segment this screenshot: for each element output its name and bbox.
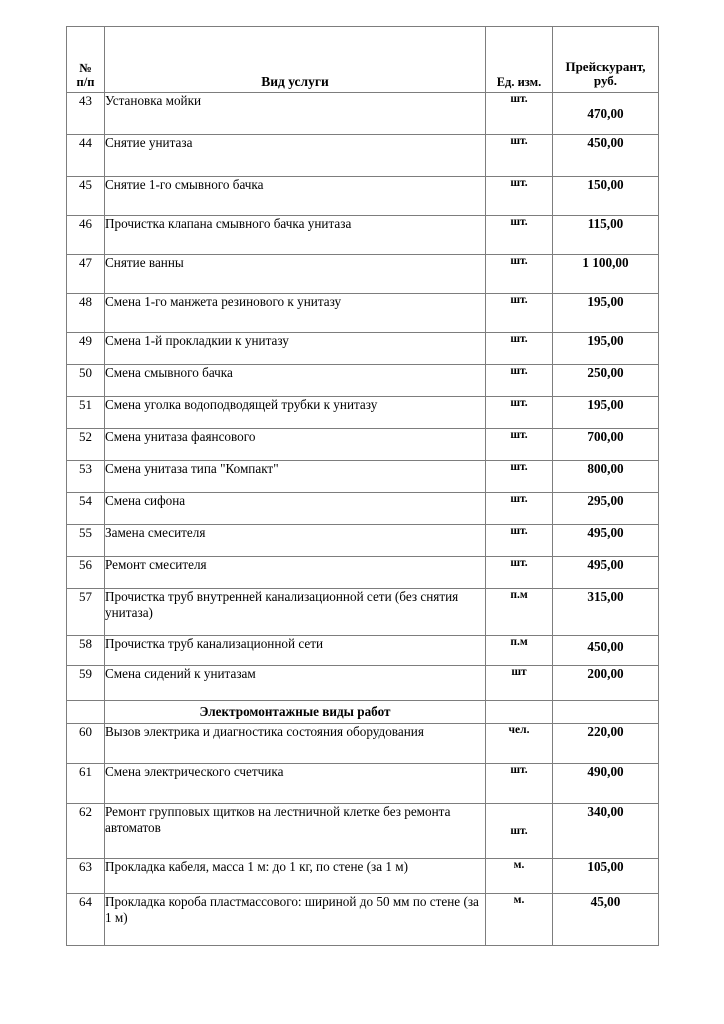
row-number-cell: 64 <box>67 894 105 946</box>
header-cell-unit: Ед. изм. <box>486 27 553 93</box>
table-row <box>67 397 659 429</box>
table-row <box>67 525 659 557</box>
table-row <box>67 666 659 701</box>
row-number-cell: 48 <box>67 294 105 333</box>
table-row <box>67 461 659 493</box>
header-cell-service: Вид услуги <box>105 27 486 93</box>
section-unit-cell <box>486 701 553 724</box>
section-price-cell <box>553 701 659 724</box>
row-service-cell: Смена уголка водоподводящей трубки к унитазу <box>105 397 486 429</box>
row-price-cell: 470,00 <box>553 93 659 135</box>
row-price-cell: 1 100,00 <box>553 255 659 294</box>
row-unit-cell: п.м <box>486 636 553 666</box>
row-number-cell: 43 <box>67 93 105 135</box>
header-number-line1: № <box>79 61 92 75</box>
row-unit-cell: чел. <box>486 724 553 764</box>
row-number-cell: 46 <box>67 216 105 255</box>
row-service-cell: Ремонт групповых щитков на лестничной клетке без ремонта автоматов <box>105 804 486 859</box>
table-row <box>67 764 659 804</box>
row-price-cell: 450,00 <box>553 636 659 666</box>
row-unit-cell: п.м <box>486 589 553 636</box>
row-unit-cell: м. <box>486 894 553 946</box>
row-price-cell: 115,00 <box>553 216 659 255</box>
row-price-cell: 195,00 <box>553 333 659 365</box>
row-unit-cell: шт. <box>486 461 553 493</box>
row-number-cell: 53 <box>67 461 105 493</box>
row-number-cell: 55 <box>67 525 105 557</box>
table-row <box>67 589 659 636</box>
header-cell-price <box>553 27 659 93</box>
row-unit-cell: шт. <box>486 177 553 216</box>
row-number-cell: 58 <box>67 636 105 666</box>
row-service-cell: Смена сидений к унитазам <box>105 666 486 701</box>
row-service-cell: Вызов электрика и диагностика состояния оборудования <box>105 724 486 764</box>
table-row <box>67 135 659 177</box>
table-row <box>67 859 659 894</box>
row-unit-cell: шт. <box>486 216 553 255</box>
row-number-cell: 44 <box>67 135 105 177</box>
row-unit-cell: шт. <box>486 764 553 804</box>
header-price-line1: Прейскурант, <box>565 58 646 74</box>
row-unit-cell: шт. <box>486 493 553 525</box>
row-price-cell: 295,00 <box>553 493 659 525</box>
row-price-cell: 105,00 <box>553 859 659 894</box>
row-number-cell: 45 <box>67 177 105 216</box>
row-price-cell: 250,00 <box>553 365 659 397</box>
row-service-cell: Прочистка труб канализационной сети <box>105 636 486 666</box>
row-service-cell: Смена сифона <box>105 493 486 525</box>
table-body <box>67 27 659 946</box>
row-price-cell: 495,00 <box>553 525 659 557</box>
row-unit-cell: м. <box>486 859 553 894</box>
row-price-cell: 490,00 <box>553 764 659 804</box>
row-price-cell: 800,00 <box>553 461 659 493</box>
table-row <box>67 333 659 365</box>
row-service-cell: Смена 1-го манжета резинового к унитазу <box>105 294 486 333</box>
row-service-cell: Смена унитаза типа "Компакт" <box>105 461 486 493</box>
row-price-cell: 195,00 <box>553 397 659 429</box>
row-unit-cell: шт. <box>486 429 553 461</box>
row-number-cell: 54 <box>67 493 105 525</box>
table-row <box>67 216 659 255</box>
row-service-cell: Снятие унитаза <box>105 135 486 177</box>
row-number-cell: 49 <box>67 333 105 365</box>
row-unit-cell: шт. <box>486 557 553 589</box>
table-row <box>67 93 659 135</box>
row-number-cell: 56 <box>67 557 105 589</box>
row-service-cell: Снятие 1-го смывного бачка <box>105 177 486 216</box>
row-price-cell: 200,00 <box>553 666 659 701</box>
row-number-cell: 63 <box>67 859 105 894</box>
table-row <box>67 724 659 764</box>
row-number-cell: 57 <box>67 589 105 636</box>
row-service-cell: Прокладка короба пластмассового: шириной до 50 мм по стене (за 1 м) <box>105 894 486 946</box>
row-service-cell: Смена унитаза фаянсового <box>105 429 486 461</box>
row-unit-cell: шт. <box>486 804 553 859</box>
header-number-line2: п/п <box>76 75 95 89</box>
row-unit-cell: шт. <box>486 255 553 294</box>
table-row <box>67 493 659 525</box>
row-unit-cell: шт. <box>486 135 553 177</box>
row-number-cell: 59 <box>67 666 105 701</box>
row-number-cell: 62 <box>67 804 105 859</box>
row-unit-cell: шт <box>486 666 553 701</box>
table-row <box>67 365 659 397</box>
row-unit-cell: шт. <box>486 397 553 429</box>
table-header-row <box>67 27 659 93</box>
table-row <box>67 429 659 461</box>
row-service-cell: Смена электрического счетчика <box>105 764 486 804</box>
row-service-cell: Смена 1-й прокладкии к унитазу <box>105 333 486 365</box>
table-row <box>67 255 659 294</box>
row-service-cell: Замена смесителя <box>105 525 486 557</box>
row-price-cell: 45,00 <box>553 894 659 946</box>
table-row <box>67 636 659 666</box>
header-price-line2: руб. <box>593 73 618 89</box>
table-row <box>67 177 659 216</box>
header-cell-number <box>67 27 105 93</box>
row-number-cell: 52 <box>67 429 105 461</box>
table-section-header-row <box>67 701 659 724</box>
row-service-cell: Смена смывного бачка <box>105 365 486 397</box>
row-price-cell: 495,00 <box>553 557 659 589</box>
table-row <box>67 557 659 589</box>
row-service-cell: Ремонт смесителя <box>105 557 486 589</box>
row-unit-cell: шт. <box>486 93 553 135</box>
row-number-cell: 61 <box>67 764 105 804</box>
row-service-cell: Прокладка кабеля, масса 1 м: до 1 кг, по стене (за 1 м) <box>105 859 486 894</box>
row-number-cell: 47 <box>67 255 105 294</box>
section-title: Электромонтажные виды работ <box>105 701 486 724</box>
row-unit-cell: шт. <box>486 525 553 557</box>
row-price-cell: 315,00 <box>553 589 659 636</box>
row-service-cell: Установка мойки <box>105 93 486 135</box>
section-number-cell <box>67 701 105 724</box>
row-unit-cell: шт. <box>486 294 553 333</box>
price-list-table <box>66 26 659 946</box>
row-price-cell: 195,00 <box>553 294 659 333</box>
table-row <box>67 804 659 859</box>
row-service-cell: Прочистка клапана смывного бачка унитаза <box>105 216 486 255</box>
row-number-cell: 51 <box>67 397 105 429</box>
table-row <box>67 894 659 946</box>
table-row <box>67 294 659 333</box>
row-price-cell: 450,00 <box>553 135 659 177</box>
row-service-cell: Прочистка труб внутренней канализационной сети (без снятия унитаза) <box>105 589 486 636</box>
row-unit-cell: шт. <box>486 333 553 365</box>
row-price-cell: 150,00 <box>553 177 659 216</box>
row-number-cell: 60 <box>67 724 105 764</box>
row-price-cell: 220,00 <box>553 724 659 764</box>
row-number-cell: 50 <box>67 365 105 397</box>
row-service-cell: Снятие ванны <box>105 255 486 294</box>
row-unit-cell: шт. <box>486 365 553 397</box>
row-price-cell: 700,00 <box>553 429 659 461</box>
row-price-cell: 340,00 <box>553 804 659 859</box>
